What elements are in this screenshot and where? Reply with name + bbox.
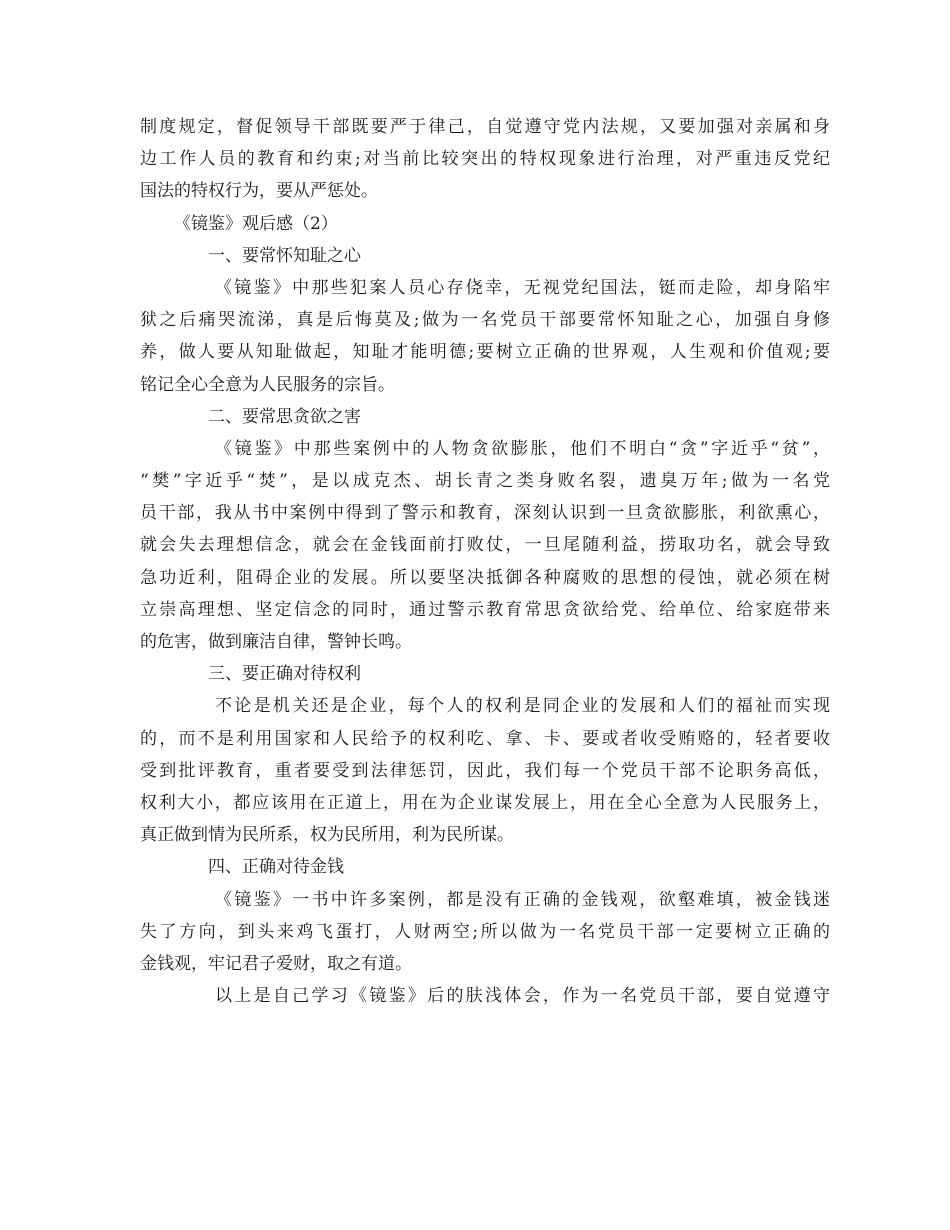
paragraph-line: 养，做人要从知耻做起，知耻才能明德;要树立正确的世界观，人生观和价值观;要	[140, 342, 830, 363]
paragraph-line: 立崇高理想、坚定信念的同时，通过警示教育常思贪欲给党、给单位、给家庭带来	[140, 599, 830, 620]
paragraph-line: 急功近利，阻碍企业的发展。所以要坚决抵御各种腐败的思想的侵蚀，就必须在树	[140, 567, 830, 588]
paragraph-line: 《镜鉴》中那些案例中的人物贪欲膨胀，他们不明白“贪”字近乎“贫”，	[215, 438, 830, 459]
paragraph-line: 的，而不是利用国家和人民给予的权利吃、拿、卡、要或者收受贿赂的，轻者要收	[140, 728, 830, 749]
paragraph-line: 金钱观，牢记君子爱财，取之有道。	[140, 953, 412, 974]
paragraph-line: 铭记全心全意为人民服务的宗旨。	[140, 374, 395, 395]
paragraph-line: 就会失去理想信念，就会在金钱面前打败仗，一旦尾随利益，捞取功名，就会导致	[140, 535, 830, 556]
paragraph-line: 国法的特权行为，要从严惩处。	[140, 181, 378, 202]
paragraph-line: 受到批评教育，重者要受到法律惩罚，因此，我们每一个党员干部不论职务高低，	[140, 760, 830, 781]
paragraph-line: 员干部，我从书中案例中得到了警示和教育，深刻认识到一旦贪欲膨胀，利欲熏心，	[140, 503, 830, 524]
section-heading: 一、要常怀知耻之心	[208, 245, 361, 266]
paragraph-line: 《镜鉴》一书中许多案例，都是没有正确的金钱观，欲壑难填，被金钱迷	[215, 889, 830, 910]
paragraph-line: 失了方向，到头来鸡飞蛋打，人财两空;所以做为一名党员干部一定要树立正确的	[140, 921, 830, 942]
section-heading: 四、正确对待金钱	[208, 857, 344, 878]
paragraph-line: 不论是机关还是企业，每个人的权利是同企业的发展和人们的福祉而实现	[215, 696, 830, 717]
paragraph-line: 狱之后痛哭流涕，真是后悔莫及;做为一名党员干部要常怀知耻之心，加强自身修	[140, 310, 830, 331]
section-title: 《镜鉴》观后感（2）	[174, 213, 338, 234]
paragraph-line: 《镜鉴》中那些犯案人员心存侥幸，无视党纪国法，铤而走险，却身陷牢	[215, 277, 830, 298]
paragraph-line: 的危害，做到廉洁自律，警钟长鸣。	[140, 632, 412, 652]
section-heading: 三、要正确对待权利	[208, 664, 361, 685]
paragraph-line: 制度规定，督促领导干部既要严于律己，自觉遵守党内法规，又要加强对亲属和身	[140, 117, 830, 137]
section-heading: 二、要常思贪欲之害	[208, 406, 361, 427]
paragraph-line: 权利大小，都应该用在正道上，用在为企业谋发展上，用在全心全意为人民服务上，	[140, 792, 830, 813]
paragraph-line: “樊”字近乎“焚”，是以成克杰、胡长青之类身败名裂，遗臭万年;做为一名党	[140, 471, 830, 492]
paragraph-line: 边工作人员的教育和约束;对当前比较突出的特权现象进行治理，对严重违反党纪	[140, 149, 830, 170]
paragraph-line: 真正做到情为民所系，权为民所用，利为民所谋。	[140, 825, 514, 846]
paragraph-line: 以上是自己学习《镜鉴》后的肤浅体会，作为一名党员干部，要自觉遵守	[215, 986, 830, 1007]
document-body	[140, 111, 830, 1012]
